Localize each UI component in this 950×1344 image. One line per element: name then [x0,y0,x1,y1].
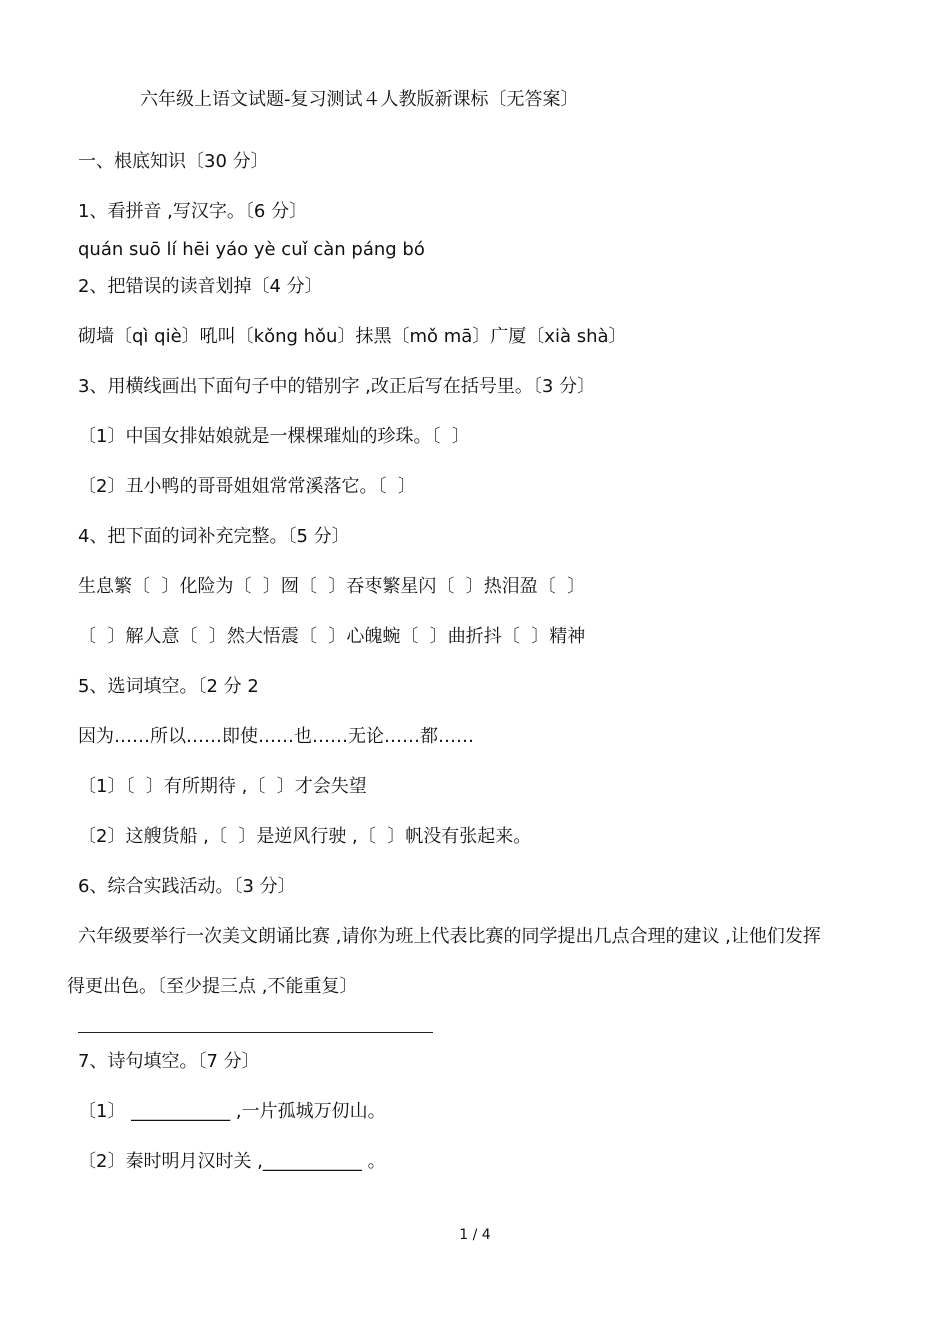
question-3-item-1: 〔1〕中国女排姑娘就是一棵棵璀灿的珍珠。〔 〕 [78,426,470,447]
question-5-item-1: 〔1〕〔 〕有所期待 ,〔 〕才会失望 [78,776,367,797]
question-4-row-1: 生息繁〔 〕化险为〔 〕囫〔 〕吞枣繁星闪〔 〕热泪盈〔 〕 [78,576,586,597]
question-5-item-2: 〔2〕这艘货船 ,〔 〕是逆风行驶 ,〔 〕帆没有张起来。 [78,826,532,847]
question-2-heading: 2、把错误的读音划掉〔4 分〕 [78,276,323,297]
question-2-items: 砌墙〔qì qiè〕吼叫〔kǒng hǒu〕抹黑〔mǒ mā〕广厦〔xià shà〕 [78,326,627,347]
document-title: 六年级上语文试题-复习测试４人教版新课标〔无答案〕 [140,89,579,110]
question-4-heading: 4、把下面的词补充完整。〔5 分〕 [78,526,350,547]
page-number: 1 / 4 [459,1227,491,1243]
question-5-heading: 5、选词填空。〔2 分 2 [78,676,259,697]
question-4-row-2: 〔 〕解人意〔 〕然大悟震〔 〕心魄蜿〔 〕曲折抖〔 〕精神 [78,626,586,647]
question-5-options: 因为……所以……即使……也……无论……都…… [78,726,474,747]
question-7-heading: 7、诗句填空。〔7 分〕 [78,1051,260,1072]
question-1-heading: 1、看拼音 ,写汉字。〔6 分〕 [78,201,308,222]
question-3-item-2: 〔2〕丑小鸭的哥哥姐姐常常溪落它。〔 〕 [78,476,416,497]
question-7-item-1: 〔1〕 ___________ ,一片孤城万仞山。 [78,1101,386,1122]
question-7-item-2: 〔2〕秦时明月汉时关 ,___________ 。 [78,1151,386,1172]
question-3-heading: 3、用横线画出下面句子中的错别字 ,改正后写在括号里。〔3 分〕 [78,376,596,397]
answer-line [78,1032,433,1033]
question-6-heading: 6、综合实践活动。〔3 分〕 [78,876,296,897]
question-6-prompt-line-2: 得更出色。〔至少提三点 ,不能重复〕 [67,976,358,997]
question-6-prompt-line-1: 六年级要举行一次美文朗诵比赛 ,请你为班上代表比赛的同学提出几点合理的建议 ,让他们发挥 [78,926,821,947]
question-1-pinyin: quán suō lí hēi yáo yè cuǐ càn páng bó [78,239,425,260]
section-heading-basic-knowledge: 一、根底知识〔30 分〕 [78,151,269,172]
